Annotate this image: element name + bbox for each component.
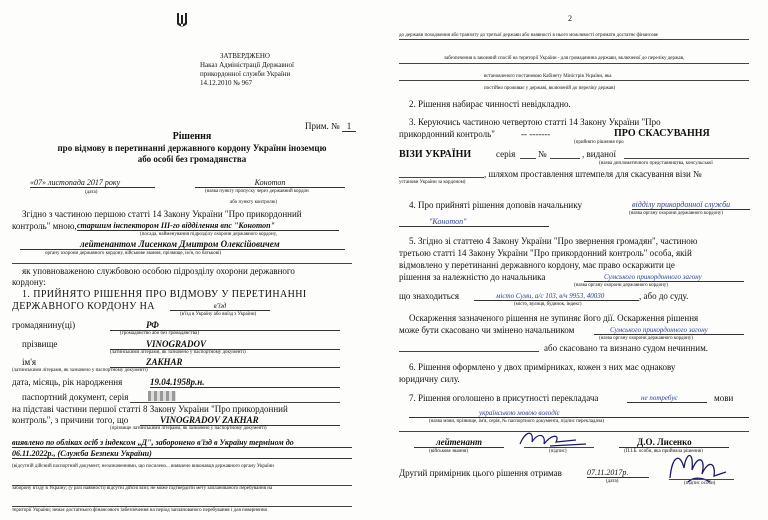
para1-line2: контроль" мною, (12, 221, 77, 231)
passport-label: паспортний документ, серія (22, 392, 129, 402)
para5-line2: третьою статті 14 Закону України "Про прикордонний контроль" особа, якій (399, 248, 692, 258)
para3-line1: 3. Керуючись частиною четвертою статті 14 Закону України "Про (409, 117, 661, 127)
date-hint: (дата) (85, 190, 98, 195)
para4: 4. Про прийняті рішення доповів начальнику (409, 200, 582, 210)
passport-name: VINOGRADOV ZAKHAR (140, 415, 340, 426)
passport-underline (130, 402, 340, 403)
officer-hint2: органу охорони державного кордону, військове звання, прізвище, ім'я, по батькові) (45, 251, 222, 256)
para1-line3: як уповноваженою службовою особою підрозділу охорони державного (22, 266, 295, 276)
decision-title: Рішення (172, 131, 212, 142)
blank-line (12, 263, 352, 264)
bottom-hint2: заборону в'їзду в Україну; (у разі наявності) відсутні дійсні візи; не може підтвердити мету запланованого перебування на (12, 486, 273, 491)
blank-line3 (12, 506, 352, 507)
name-label: ім'я (22, 357, 36, 367)
page-number: 2 (568, 14, 572, 23)
citizenship-hint: (громадянство або без громадянства) (120, 331, 199, 336)
entry-value: в'їзд (170, 302, 270, 311)
para5-value: Сумського прикордонного загону (584, 273, 744, 282)
language-value: українською мовою володіє (409, 409, 749, 418)
rline3 (399, 80, 749, 81)
para5-address-hint: (місто, вулиця, будинок, індекс) (514, 302, 582, 307)
signature-line (524, 447, 594, 448)
surname-hint: (латинськими літерами, як зазначено у паспортному документі) (110, 350, 246, 355)
rline2 (399, 63, 749, 64)
name-hint: (латинськими літерами, як зазначено у паспортному документі) (12, 368, 148, 373)
citizenship-value: РФ (110, 320, 340, 331)
checkpoint-hint2: або пункту контролю) (230, 200, 278, 205)
trident-emblem-icon (175, 12, 189, 30)
interpreter-value: не потребує (627, 394, 707, 403)
passport-sub2: контроль", з причини того, що (12, 415, 129, 425)
para4-value1: відділу прикордонної служби (632, 200, 750, 210)
reason-line2: 06.11.2022р., (Служба Безпеки України) (12, 449, 352, 459)
number-label: № (538, 149, 547, 159)
decision-subtitle: про відмову в перетинанні державного кордону України іноземцю (57, 143, 327, 153)
para3-visa: ВІЗИ УКРАЇНИ (399, 149, 472, 160)
para5-hint: (назва органу охорони державного кордону) (574, 283, 668, 288)
rline1 (399, 39, 749, 40)
para8-hint: (назва мови, прізвище, ім'я, серія, № паспортного документа, підпис перекладача) (429, 419, 604, 424)
top-hint3: встановленого постановою Кабінету Міністрів України, яка (484, 74, 612, 79)
name-value: ZAKHAR (110, 357, 340, 368)
para3-stamp: , шляхом проставлення штемпеля для скасування візи № (484, 169, 702, 179)
para8-line1: 7. Рішення оголошено в присутності перекладача (409, 393, 599, 403)
para5-line3: відмовлено у перетинанні державного кордону, має право оскаржити це (399, 260, 675, 270)
issued-label: , виданої (582, 149, 616, 159)
citizenship-label: громадянину(ці) (12, 320, 76, 330)
dob-label: дата, місяць, рік народження (12, 377, 123, 387)
entry-hint: (в'їзд в Україну або виїзд з України) (180, 312, 257, 317)
top-hint1: до держави походження або транзиту до третьої держави або наявності в нього можливості отримати достатнє фінансове (399, 33, 659, 38)
para1-line1: Згідно з частиною першою статті 14 Закону України "Про прикордонний (22, 209, 302, 219)
number-blank (550, 158, 580, 159)
approved-line3: 14.12.2010 № 967 (200, 79, 253, 87)
top-hint4: постійно проживає у державі, включеній до переліку держав) (484, 86, 616, 91)
officer-name-hint: (П.І.Б. особи, яка прийняла рішення) (624, 449, 703, 454)
officer-position: старшим інспектором ІІІ-го відділення впс "Конотоп" (77, 221, 339, 231)
para8-lang-word: мови (714, 393, 734, 403)
checkpoint-value: Конотоп (195, 178, 345, 188)
passport-sub: на підставі частини першої статті 8 Закону України "Про прикордонний (12, 404, 288, 414)
para5-line1: 5. Згідно зі статтею 4 Закону України "Про звернення громадян", частиною (409, 236, 698, 246)
received-sign-hint: (підпис особи) (684, 481, 716, 486)
passport-hint: (прізвище латинськими літерами, як зазначено у паспортному документі) (110, 426, 267, 431)
para5-located: що знаходиться (399, 291, 460, 301)
received-label: Другий примірник цього рішення отримав (399, 468, 562, 478)
approved-line1: Наказ Адміністрації Державної (200, 61, 294, 69)
surname-label: прізвище (22, 339, 58, 349)
bottom-hint1: (відсутній дійсний паспортний документ; незазначеннями, що посилено... виявлено виконавця державного органу України (12, 464, 274, 469)
para6-line3: або скасовано та визнано судом нечинним. (544, 343, 709, 353)
para7-line2: юридичну силу. (399, 374, 460, 384)
surname-value: VINOGRADOV (110, 339, 340, 350)
para4-value2: "Конотоп" (399, 217, 549, 227)
para6-hint: (назва органу охорони державного кордону) (599, 336, 693, 341)
para4-hint: (назва органу охорони державного кордону) (629, 211, 723, 216)
officer-rank: лейтенант (414, 437, 504, 448)
decision-subtitle2: або особі без громадянства (137, 154, 247, 164)
reason-line1: виявлено по обліках осіб з індексом „Д", заборонено в'їзд в Україну терміном до (12, 438, 352, 448)
sign-hint: (підпис) (549, 449, 567, 454)
dob-value: 19.04.1958р.н. (150, 377, 340, 388)
redacted-block (148, 391, 176, 401)
para5-address: місто Суми, а/с 103, в/ч 9953, 40030 (474, 292, 639, 301)
document-page-right (384, 0, 768, 520)
para1-line4: кордону: (12, 277, 46, 287)
officer-hint1: (посада, найменування підрозділу охорони державного кордону, (140, 232, 277, 237)
received-date: 07.11.2017р. (587, 468, 649, 478)
top-hint2: забезпечення в законний спосіб на території України - для громадянина держави, включеної до переліку держав, (444, 56, 685, 61)
para6-blank (399, 351, 539, 352)
para5-court: , або до суду. (639, 291, 689, 301)
appendix-label: Прим. № (305, 121, 340, 131)
issuer-hint: (назва дипломатичного представництва, консульської (599, 161, 713, 166)
para2: 2. Рішення набирає чинності невідкладно. (409, 99, 571, 109)
decision-date: «07» листопада 2017 року (30, 178, 155, 188)
checkpoint-hint: (назва пункту пропуску через державний кордон (205, 189, 309, 194)
issuer-blank (624, 158, 749, 159)
para3-hint: (прийнято рішення про (574, 140, 624, 145)
rank-hint: (військове звання) (429, 449, 468, 454)
officer-short-name: Д.О. Лисенко (619, 437, 729, 448)
para7-line1: 6. Рішення оформлено у двох примірниках, кожен з них має однакову (409, 362, 676, 372)
para6-line1: Оскарження зазначеного рішення не зупиняє його дії. Оскарження рішення (409, 313, 699, 323)
approved-title: ЗАТВЕРДЖЕНО (220, 52, 270, 60)
series-blank (520, 158, 536, 159)
officer-name: лейтенантом Лисенком Дмитром Олексійовичем (20, 239, 345, 250)
appendix-number: 1 (342, 121, 356, 132)
issuer-blank2 (399, 177, 484, 178)
approved-line2: прикордонної служби України (200, 70, 291, 78)
para3-line2: прикордонний контроль" (399, 129, 495, 139)
para3-caps: ПРО СКАСУВАННЯ (614, 128, 710, 139)
recipient-sign-line (669, 479, 734, 480)
para3-dash: -- ------- (521, 129, 551, 139)
decision-main-line2: ДЕРЖАВНОГО КОРДОНУ НА (12, 301, 155, 312)
para3-stamp-hint: установи України за кордоном) (399, 180, 466, 185)
para6-line2: може бути скасовано чи змінено начальником (399, 325, 575, 335)
received-date-hint: (дата) (606, 479, 619, 484)
para6-value: Сумського прикордонного загону (594, 326, 744, 335)
decision-main-line1: 1. ПРИЙНЯТО РІШЕННЯ ПРО ВІДМОВУ У ПЕРЕТИНАННІ (22, 289, 307, 300)
series-label: серія (496, 149, 516, 159)
bottom-hint3: території України; немає достатнього фінансового забезпечення на період запланованого перебування і для повернення (12, 508, 267, 513)
para5-line4: рішення за належністю до начальника (399, 272, 546, 282)
